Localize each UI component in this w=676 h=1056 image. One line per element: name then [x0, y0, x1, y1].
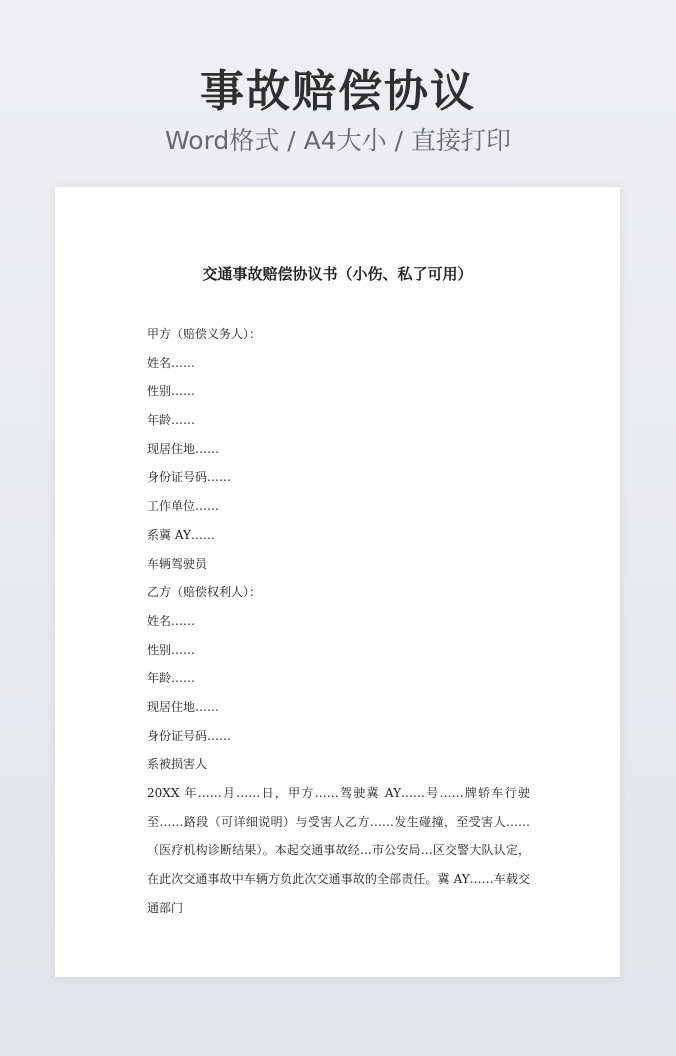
document-body: [147, 320, 530, 923]
party-b-age: 年龄……: [147, 671, 196, 686]
document-page: [55, 187, 620, 977]
party-a-name: 姓名……: [147, 355, 196, 370]
party-b-id-number: 身份证号码……: [147, 728, 232, 743]
banner-subtitle: Word格式 / A4大小 / 直接打印: [165, 126, 511, 155]
party-a-address: 现居住地……: [147, 441, 220, 456]
party-a-plate: 系冀 AY……: [147, 527, 215, 542]
accident-description-paragraph: 20XX 年……月……日，甲方……驾驶冀 AY……号……牌轿车行驶至……路段（可详细说明）与受害人乙方……发生碰撞，至受害人……（医疗机构诊断结果）。本起交通事故经…市公安局…区交警大队认定，在此次交通事故中车辆方负此次交通事故的全部责任。冀 AY……车载交通部门: [147, 786, 530, 915]
party-b-role: 系被损害人: [147, 757, 208, 772]
party-b-gender: 性别……: [147, 642, 196, 657]
document-title: 交通事故赔偿协议书（小伤、私了可用）: [202, 265, 473, 283]
party-b-heading: 乙方（赔偿权利人）：: [147, 585, 262, 600]
party-b-address: 现居住地……: [147, 699, 220, 714]
party-a-role: 车辆驾驶员: [147, 556, 208, 571]
party-a-id-number: 身份证号码……: [147, 470, 232, 485]
party-a-heading: 甲方（赔偿义务人）：: [147, 327, 262, 341]
party-a-age: 年龄……: [147, 413, 196, 428]
party-a-employer: 工作单位……: [147, 499, 220, 514]
party-a-gender: 性别……: [147, 384, 196, 399]
banner-title: 事故赔偿协议: [200, 66, 476, 117]
banner: [0, 62, 676, 158]
party-b-name: 姓名……: [147, 613, 196, 628]
